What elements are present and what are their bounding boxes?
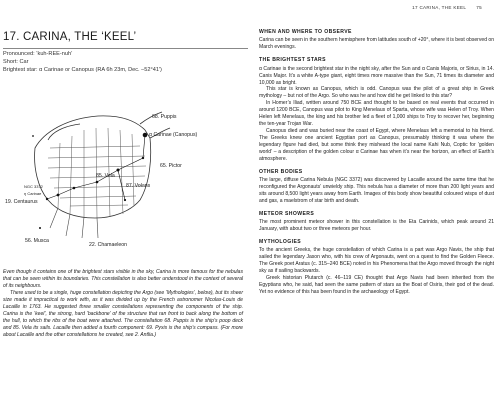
star bbox=[142, 157, 144, 159]
star bbox=[32, 135, 34, 137]
section-brightest-stars bbox=[259, 57, 494, 162]
section-heading: WHEN AND WHERE TO OBSERVE bbox=[259, 29, 352, 35]
fact-short-name: Short: Car bbox=[3, 58, 29, 65]
label-ngc-3372: NGC 3372 bbox=[24, 184, 43, 189]
constellation-figure bbox=[0, 78, 250, 266]
section-other-bodies bbox=[259, 169, 494, 205]
carina-ship-illustration bbox=[0, 78, 250, 266]
section-paragraph: Canopus died and was buried near the coast of Egypt, where Menelaus left a memorial to his friend. The Greeks knew one ancient Egyptian port as Canopus, presumably thinking it was where the legendary figure had died, but some think they misheard the local name Kahi Nub, Coptic for ‘golden world’ – a description of the golden colour α Carinae has when it’s near the horizon, an effect of Earth’s atmosphere. bbox=[259, 127, 494, 162]
section-meteor-showers bbox=[259, 211, 494, 233]
section-paragraph: The large, diffuse Carina Nebula (NGC 3372) was discovered by Lacaille around the same time that he reconfigured the Argonauts’ unwieldy ship. This nebula has a diameter of more than 200 light years and sits around 8,500 light years away from Earth. Images of this body show beautiful coloured wisps of dust and gas, a maelstrom of star birth and death. bbox=[259, 177, 494, 204]
page-title: 17. CARINA, THE ‘KEEL’ bbox=[3, 31, 137, 43]
fact-brightest-star: Brightest star: α Carinae or Canopus (RA 6h 23m, Dec. –52°41′) bbox=[3, 66, 162, 73]
star bbox=[46, 198, 48, 200]
label-pictor: 65. Pictor bbox=[160, 163, 182, 169]
section-when-where bbox=[259, 29, 494, 51]
running-head-section: 17 CARINA, THE KEEL bbox=[412, 5, 467, 10]
running-head bbox=[412, 5, 482, 10]
constellation-facts bbox=[3, 51, 248, 75]
section-paragraph: Carina can be seen in the southern hemisphere from latitudes south of +20°, where it is best observed on March evenings. bbox=[259, 37, 495, 51]
section-paragraph: In Homer’s Iliad, written around 750 BCE and thought to be based on real events that occurred in around 1200 BCE, Canopus was pilot to King Menelaus of Sparta, whose wife was Helen of Troy. When Helen left Menelaus, the king and his brother led a fleet of 1,000 ships to Troy to recover her, beginning the ten-year Trojan War. bbox=[259, 100, 494, 128]
label-puppis: 68. Puppis bbox=[152, 114, 177, 120]
oars bbox=[50, 208, 98, 238]
label-centaurus: 19. Centaurus bbox=[5, 199, 38, 205]
section-heading: OTHER BODIES bbox=[259, 168, 303, 175]
section-paragraph: This star is known as Canopus, which is odd. Canopus was the pilot of a great ship in Greek mythology – but not of the Argo. So who was he and how did he get linked to this star? bbox=[259, 86, 494, 100]
section-heading: METEOR SHOWERS bbox=[259, 210, 315, 217]
section-paragraph: The most prominent meteor shower in this constellation is the Eta Carinids, which peak around 21 January, with about two or three meteors per hour. bbox=[259, 219, 494, 233]
title-divider bbox=[3, 48, 248, 49]
section-paragraph: α Carinae is the second brightest star in the night sky, after the Sun and α Canis Majoris, or Sirius, in 14. Canis Major. It’s a white A-type giant, eight times more massive than the Sun, 71 times its diameter and 10,000 as bright. bbox=[259, 65, 494, 86]
label-vela: 85. Vela bbox=[96, 173, 115, 179]
star bbox=[73, 187, 76, 190]
star-canopus bbox=[143, 133, 148, 138]
ship-hull-outline bbox=[35, 112, 170, 218]
section-heading: MYTHOLOGIES bbox=[259, 238, 302, 245]
intro-paragraph-1: Even though it contains one of the brightest stars visible in the sky, Carina is more famous for the nebulas that can be seen within its boundaries. This constellation is also better understood in the context of several of its neighbours. bbox=[3, 269, 243, 290]
label-canopus: α Carinae (Canopus) bbox=[149, 132, 198, 138]
star bbox=[39, 227, 41, 229]
page-number: 75 bbox=[476, 5, 482, 10]
label-eta-carinae: η Carinae bbox=[24, 191, 42, 196]
label-musca: 56. Musca bbox=[25, 238, 49, 244]
star bbox=[96, 181, 99, 184]
intro-paragraph-2: There used to be a single, huge constellation depicting the Argo (see ‘Mythologies’, below), but its sheer size made it impractical to work with, as it was divided up by the French astronomer Nicolas-Louis de Lacaille in 1763. He suggested three smaller constellations representing the components of the ship. Carina is the ‘keel’, the strong, hard ‘backbone’ of the structure that ran front to back along the bottom of the hull, to which the ribs of the boat were attached. The constellation 68. Puppis is the ship’s poop deck and 85. Vela its sails. Lacaille then added a fourth component: 69. Pyxis is the ship’s compass. (For more about Lacaille and the other constellations he created, see 2. Antlia.) bbox=[3, 290, 243, 339]
right-column bbox=[259, 29, 494, 302]
section-paragraph: Greek historian Plutarch (c. 46–119 CE) thought that Argo Navis had been inherited from the Egyptians who, he said, had seen the same pattern of stars as the Boat of Osiris, their god of the dead. Yet no evidence of this has been found in the archaeology of Egypt. bbox=[259, 275, 494, 295]
label-chamaeleon: 22. Chamaeleon bbox=[89, 242, 128, 248]
intro-text bbox=[3, 269, 243, 339]
star bbox=[57, 194, 60, 197]
section-paragraph: To the ancient Greeks, the huge constellation of which Carina is a part was Argo Navis, the ship that sailed the legendary Jason who, with his crew of Argonauts, went on a quest to find the Golden Fleece. The Greek poet Aratus (c. 315–240 BCE) noted in his Phenomena that the Argo moved through the night sky as if sailing backwards. bbox=[259, 247, 494, 275]
section-mythologies bbox=[259, 239, 494, 296]
label-volans: 87. Volans bbox=[126, 183, 151, 189]
section-heading: THE BRIGHTEST STARS bbox=[259, 57, 326, 64]
star bbox=[124, 199, 126, 201]
star bbox=[117, 169, 120, 172]
fact-pronunciation: Pronounced: ‘kuh-REE-nuh’ bbox=[3, 51, 73, 57]
